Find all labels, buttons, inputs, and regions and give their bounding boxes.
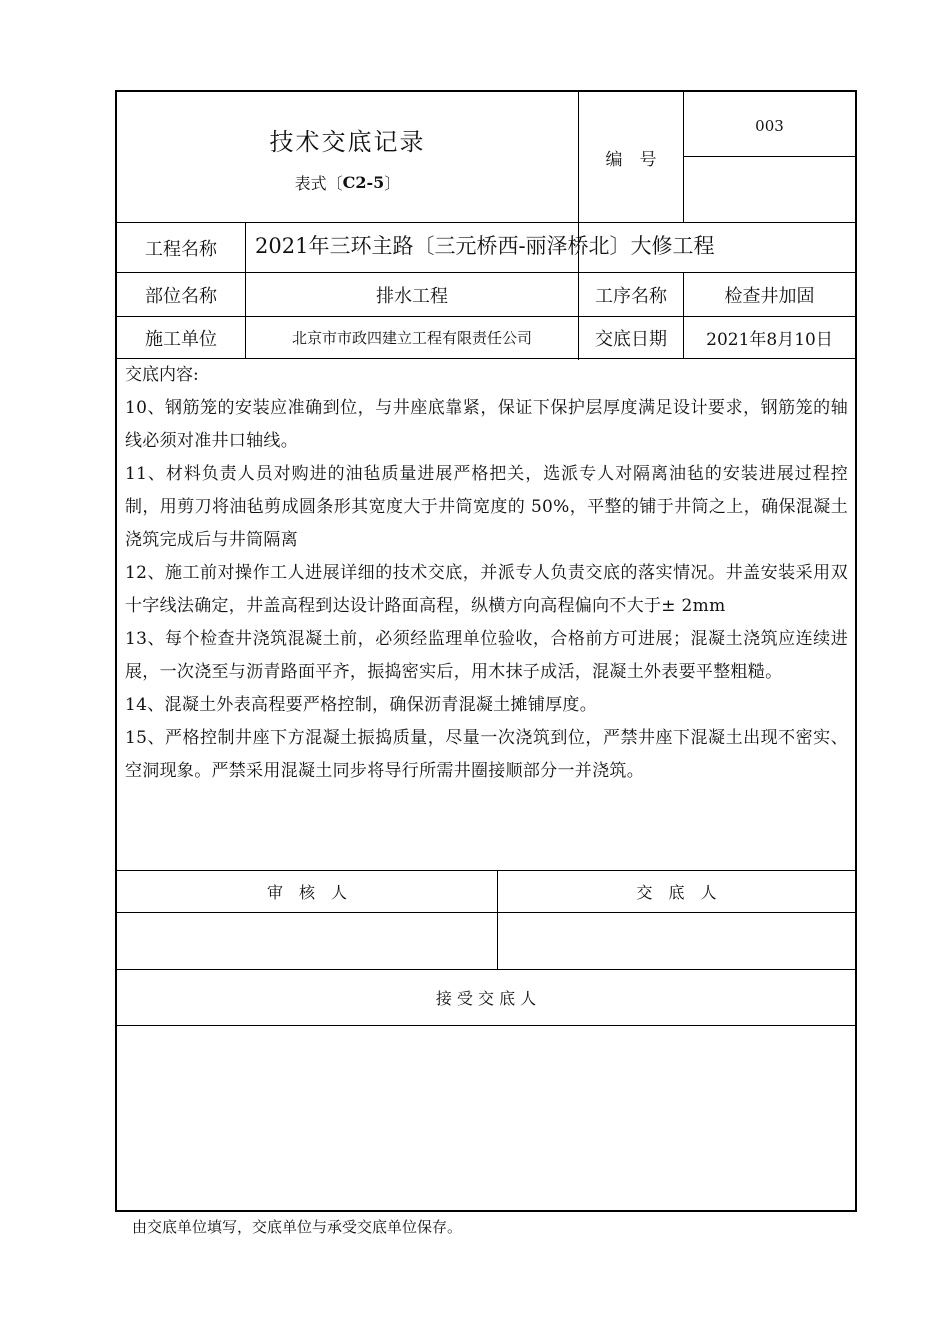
number-blank-cell — [684, 157, 855, 222]
form-code-value: C2-5 — [342, 172, 385, 192]
form-title: 技术交底记录 — [269, 127, 426, 156]
content-paragraph: 15、严格控制井座下方混凝土振捣质量，尽量一次浇筑到位，严禁井座下混凝土出现不密实、空洞现象。严禁采用混凝土同步将导行所需井圈接顺部分一并浇筑。 — [125, 728, 848, 781]
receiver-label: 接 受 交 底 人 — [435, 989, 537, 1008]
receiver-signature-cell — [117, 1026, 855, 1210]
form-code-suffix: 〕 — [384, 173, 401, 193]
content-heading: 交底内容: — [125, 365, 199, 385]
presenter-label: 交 底 人 — [636, 883, 717, 902]
content-paragraph: 14、混凝土外表高程要严格控制，确保沥青混凝土摊铺厚度。 — [125, 695, 598, 715]
unit-label: 施工单位 — [145, 328, 217, 350]
content-paragraph: 11、材料负责人员对购进的油毡质量进展严格把关，选派专人对隔离油毡的安装进展过程控制，用剪刀将油毡剪成圆条形其宽度大于井筒宽度的 50%，平整的铺于井筒之上，确保混凝土浇筑完成后与井筒隔离 — [125, 464, 848, 550]
reviewer-signature-cell — [117, 913, 497, 969]
number-value: 003 — [755, 117, 784, 135]
footer-note: 由交底单位填写，交底单位与承受交底单位保存。 — [132, 1218, 463, 1236]
section-value: 排水工程 — [376, 285, 448, 307]
presenter-signature-cell — [498, 913, 855, 969]
content-paragraph: 12、施工前对操作工人进展详细的技术交底，并派专人负责交底的落实情况。井盖安装采用双十字线法确定，井盖高程到达设计路面高程，纵横方向高程偏向不大于± 2mm — [125, 563, 848, 616]
form-code-prefix: 表式〔 — [294, 173, 343, 193]
date-value: 2021年8月10日 — [706, 330, 833, 350]
project-name-value: 2021年三环主路〔三元桥西-丽泽桥北〕大修工程 — [255, 234, 715, 258]
section-label: 部位名称 — [145, 285, 217, 307]
content-paragraph: 13、每个检查井浇筑混凝土前，必须经监理单位验收，合格前方可进展；混凝土浇筑应连续进展，一次浇至与沥青路面平齐，振捣密实后，用木抹子成活，混凝土外表要平整粗糙。 — [125, 629, 848, 682]
process-label: 工序名称 — [595, 285, 667, 307]
number-label: 编 号 — [605, 149, 657, 170]
project-name-label: 工程名称 — [145, 238, 217, 260]
unit-value: 北京市市政四建立工程有限责任公司 — [291, 329, 532, 347]
form-code — [117, 168, 578, 196]
content-area — [125, 362, 848, 867]
date-label: 交底日期 — [595, 328, 667, 350]
content-paragraph: 10、钢筋笼的安装应准确到位，与井座底靠紧，保证下保护层厚度满足设计要求，钢筋笼的轴线必须对准井口轴线。 — [125, 398, 848, 451]
reviewer-label: 审 核 人 — [266, 883, 347, 902]
process-value: 检查井加固 — [724, 285, 815, 307]
